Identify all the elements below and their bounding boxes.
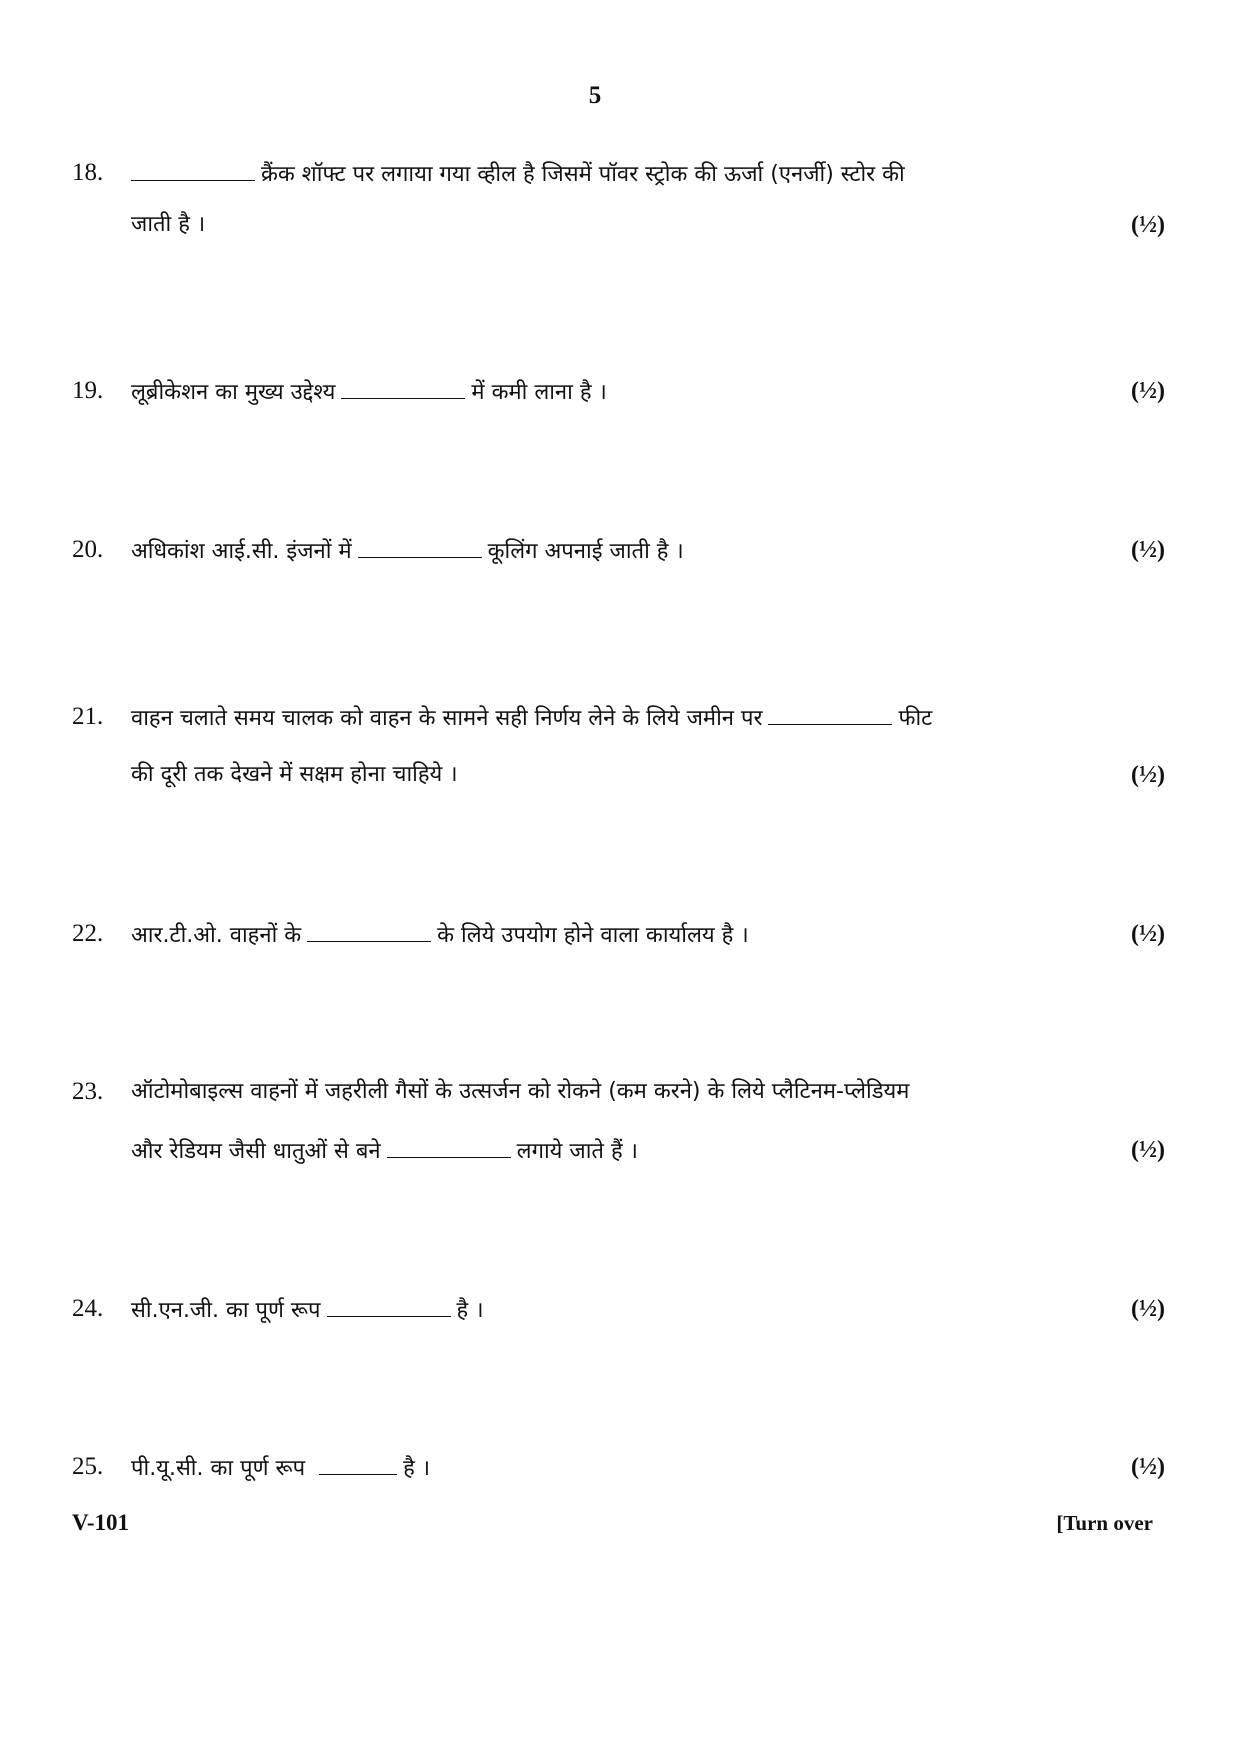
question-number: 23.: [72, 1078, 104, 1105]
page-number: 5: [588, 82, 602, 109]
turn-over-label: [Turn over: [1056, 1511, 1153, 1535]
question-text: और रेडियम जैसी धातुओं से बने: [131, 1139, 381, 1164]
paper-code: V-101: [72, 1510, 130, 1535]
answer-blank[interactable]: [358, 535, 482, 558]
question-text-line-2: [131, 210, 205, 240]
answer-blank[interactable]: [387, 1135, 511, 1158]
question-text-line-1: [131, 376, 607, 408]
question-text: में कमी लाना है ।: [471, 380, 607, 405]
question-text: आर.टी.ओ. वाहनों के: [131, 923, 302, 948]
question-text-line-2: [131, 1135, 638, 1167]
marks-label: (½): [1131, 1296, 1165, 1322]
answer-blank[interactable]: [768, 702, 892, 725]
question-number: 19.: [72, 377, 104, 404]
marks-label: (½): [1131, 1454, 1165, 1480]
question-number: 20.: [72, 536, 104, 563]
question-text: क्रैंक शॉफ्ट पर लगाया गया व्हील है जिसमें पॉवर स्ट्रोक की ऊर्जा (एनर्जी) स्टोर की: [261, 162, 905, 187]
question-number: 24.: [72, 1295, 104, 1322]
question-text-line-2: [131, 760, 458, 790]
marks-label: (½): [1131, 378, 1165, 404]
question-text-line-1: [131, 1294, 484, 1326]
marks-label: (½): [1131, 212, 1165, 238]
question-text-line-1: [131, 535, 684, 567]
marks-label: (½): [1131, 537, 1165, 563]
answer-blank[interactable]: [319, 1452, 397, 1475]
answer-blank[interactable]: [307, 919, 431, 942]
question-text: पी.यू.सी. का पूर्ण रूप: [131, 1456, 306, 1481]
question-text: अधिकांश आई.सी. इंजनों में: [131, 539, 352, 564]
question-text: की दूरी तक देखने में सक्षम होना चाहिये ।: [131, 762, 458, 787]
question-text-line-1: [131, 919, 749, 951]
question-text-line-1: [131, 1452, 430, 1484]
question-text: जाती है ।: [131, 212, 206, 237]
question-text: कूलिंग अपनाई जाती है ।: [487, 539, 684, 564]
marks-label: (½): [1131, 921, 1165, 947]
answer-blank[interactable]: [327, 1294, 451, 1317]
question-text: लूब्रीकेशन का मुख्य उद्देश्य: [131, 380, 336, 405]
question-text: सी.एन.जी. का पूर्ण रूप: [131, 1298, 321, 1323]
question-text: है ।: [456, 1298, 484, 1323]
question-text-line-1: [131, 702, 932, 734]
question-text-line-1: [131, 158, 905, 190]
question-text: है ।: [403, 1456, 431, 1481]
question-number: 18.: [72, 159, 104, 186]
question-number: 21.: [72, 703, 104, 730]
answer-blank[interactable]: [341, 376, 465, 399]
question-number: 25.: [72, 1453, 104, 1480]
question-text: के लिये उपयोग होने वाला कार्यालय है ।: [437, 923, 749, 948]
question-text: लगाये जाते हैं ।: [516, 1139, 638, 1164]
question-text: फीट: [898, 706, 933, 731]
question-text: ऑटोमोबाइल्स वाहनों में जहरीली गैसों के उत्सर्जन को रोकने (कम करने) के लिये प्लैटिनम-प्लेडियम: [131, 1079, 910, 1104]
marks-label: (½): [1131, 762, 1165, 788]
question-text-line-1: [131, 1077, 909, 1107]
answer-blank[interactable]: [131, 158, 255, 181]
question-text: वाहन चलाते समय चालक को वाहन के सामने सही निर्णय लेने के लिये जमीन पर: [131, 706, 763, 731]
question-number: 22.: [72, 920, 104, 947]
marks-label: (½): [1131, 1137, 1165, 1163]
